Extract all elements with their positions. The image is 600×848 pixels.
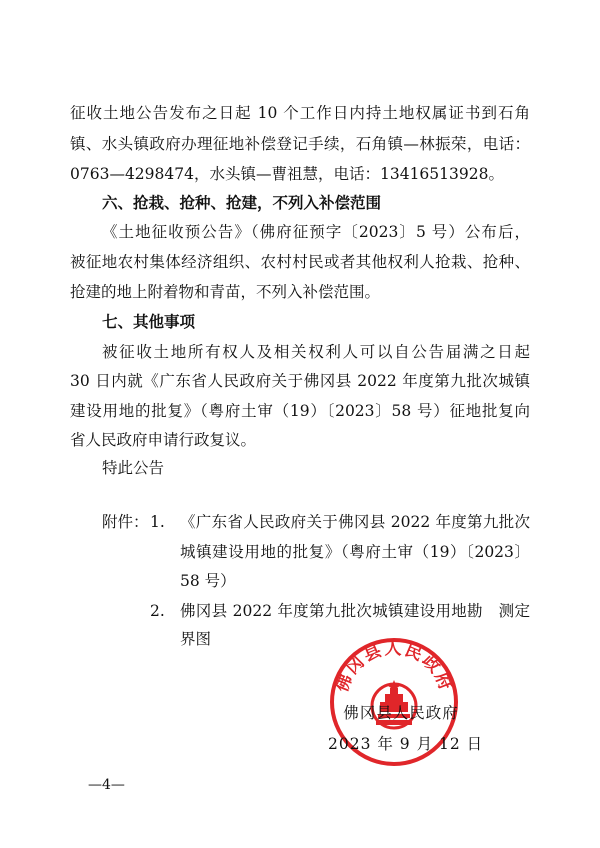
attachment-line: 《广东省人民政府关于佛冈县 2022 年度第九批次 <box>180 513 530 531</box>
issuer-name: 佛冈县人民政府 <box>343 704 459 722</box>
paragraph-line: 30 日内就《广东省人民政府关于佛冈县 2022 年度第九批次城镇 <box>70 372 530 390</box>
attachments-label: 附件： <box>102 513 149 531</box>
paragraph-line: 征收土地公告发布之日起 10 个工作日内持土地权属证书到石角 <box>70 104 530 122</box>
attachment-number: 1. <box>150 513 165 531</box>
section-heading-6: 六、抢栽、抢种、抢建，不列入补偿范围 <box>102 194 382 212</box>
closing-text: 特此公告 <box>102 459 165 477</box>
issue-date: 2023 年 9 月 12 日 <box>328 735 484 753</box>
paragraph-line: 抢建的地上附着物和青苗，不列入补偿范围。 <box>70 283 381 301</box>
attachment-line: 界图 <box>180 630 212 648</box>
attachment-line: 佛冈县 2022 年度第九批次城镇建设用地勘 测定 <box>180 602 530 620</box>
attachment-line: 58 号） <box>180 572 236 590</box>
section-heading-7: 七、其他事项 <box>102 313 196 331</box>
paragraph-line: 0763—4298474，水头镇—曹祖慧，电话：13416513928。 <box>70 165 504 183</box>
paragraph-line: 被征地农村集体经济组织、农村村民或者其他权利人抢栽、抢种、 <box>70 253 530 271</box>
paragraph-line: 《土地征收预公告》（佛府征预字〔2023〕5 号）公布后， <box>102 223 530 241</box>
attachment-line: 城镇建设用地的批复》（粤府土审（19）〔2023〕 <box>180 543 530 561</box>
page-number: —4— <box>88 777 125 793</box>
seal-text-path: 佛冈县人民政府 <box>331 639 457 695</box>
attachment-number: 2. <box>150 602 165 620</box>
paragraph-line: 建设用地的批复》（粤府土审（19）〔2023〕58 号）征地批复向 <box>70 402 530 420</box>
paragraph-line: 被征收土地所有权人及相关权利人可以自公告届满之日起 <box>102 343 530 361</box>
paragraph-line: 省人民政府申请行政复议。 <box>70 431 257 449</box>
paragraph-line: 镇、水头镇政府办理征地补偿登记手续，石角镇—林振荣，电话： <box>70 135 530 153</box>
